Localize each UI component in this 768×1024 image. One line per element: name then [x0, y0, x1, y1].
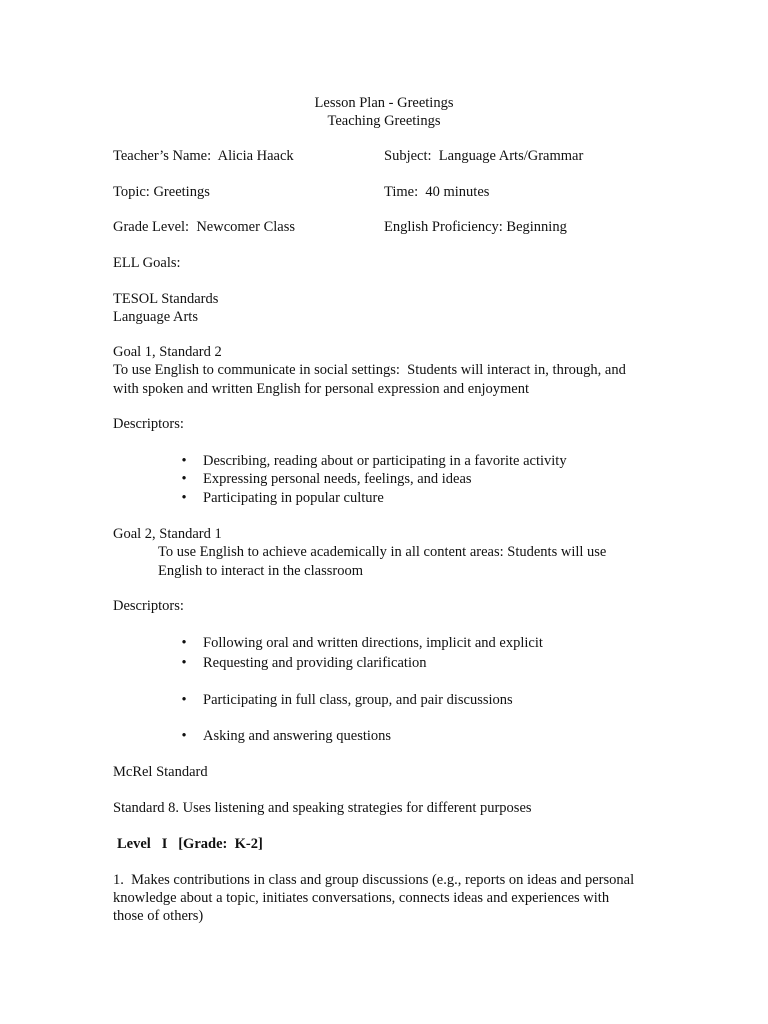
grade-level: Grade Level: Newcomer Class	[113, 219, 295, 235]
mcrel-item-line1: 1. Makes contributions in class and group discussions (e.g., reports on ideas and personal	[113, 872, 635, 888]
mcrel-heading: McRel Standard	[113, 764, 208, 780]
goal1-descriptors-label: Descriptors:	[113, 416, 184, 432]
subject: Subject: Language Arts/Grammar	[384, 148, 584, 164]
mcrel-standard: Standard 8. Uses listening and speaking strategies for different purposes	[113, 800, 532, 816]
goal2-descriptor: Asking and answering questions	[203, 728, 392, 744]
ell-goals-heading: ELL Goals:	[113, 255, 181, 271]
document-title: Lesson Plan - Greetings	[314, 95, 454, 111]
tesol-heading: TESOL Standards	[113, 291, 219, 307]
bullet-icon: •	[181, 728, 187, 744]
goal1-descriptor: Participating in popular culture	[203, 490, 384, 506]
goal2-text-line1: To use English to achieve academically in all content areas: Students will use	[158, 544, 607, 560]
tesol-subheading: Language Arts	[113, 309, 198, 325]
bullet-icon: •	[181, 490, 187, 506]
english-proficiency: English Proficiency: Beginning	[384, 219, 567, 235]
document-subtitle: Teaching Greetings	[327, 113, 441, 129]
goal2-descriptor: Participating in full class, group, and pair discussions	[203, 692, 513, 708]
goal2-descriptor: Following oral and written directions, implicit and explicit	[203, 635, 543, 651]
bullet-icon: •	[181, 635, 187, 651]
goal2-text-line2: English to interact in the classroom	[158, 563, 363, 579]
teacher-name: Teacher’s Name: Alicia Haack	[113, 148, 294, 164]
goal1-heading: Goal 1, Standard 2	[113, 344, 222, 360]
bullet-icon: •	[181, 471, 187, 487]
mcrel-item-line2: knowledge about a topic, initiates conversations, connects ideas and experiences with	[113, 890, 610, 906]
time: Time: 40 minutes	[384, 184, 490, 200]
goal2-descriptors-label: Descriptors:	[113, 598, 184, 614]
topic: Topic: Greetings	[113, 184, 210, 200]
goal1-descriptor: Expressing personal needs, feelings, and ideas	[203, 471, 472, 487]
mcrel-level: Level I [Grade: K-2]	[117, 836, 263, 852]
goal2-descriptor: Requesting and providing clarification	[203, 655, 427, 671]
goal1-text-line2: with spoken and written English for personal expression and enjoyment	[113, 381, 529, 397]
bullet-icon: •	[181, 453, 187, 469]
goal1-descriptor: Describing, reading about or participating in a favorite activity	[203, 453, 567, 469]
bullet-icon: •	[181, 692, 187, 708]
bullet-icon: •	[181, 655, 187, 671]
mcrel-item-line3: those of others)	[113, 908, 204, 924]
goal1-text-line1: To use English to communicate in social settings: Students will interact in, through, and	[113, 362, 626, 378]
goal2-heading: Goal 2, Standard 1	[113, 526, 222, 542]
